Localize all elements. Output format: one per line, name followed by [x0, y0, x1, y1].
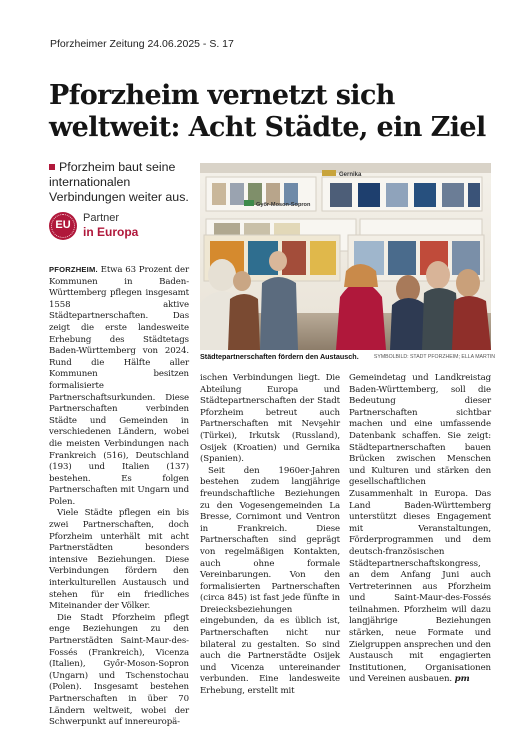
- dateline: PFORZHEIM.: [49, 265, 98, 274]
- article-column-2: [200, 373, 340, 698]
- headline: [49, 80, 499, 144]
- paragraph: ischen Verbindungen liegt. Die Abteilung Europa und Städtepartnerschaften der Stadt Pforzheim betreut auch Partnerschaften mit Nevşehir (Türkei), Irkutsk (Russland), Osijek (Kroatien) und Gernika (Spanien).: [200, 373, 340, 465]
- eu-badge-icon: [49, 212, 77, 240]
- photo-credit: SYMBOLBILD: STADT PFORZHEIM; ELLA MARTIN: [373, 354, 495, 360]
- paragraph: Viele Städte pflegen ein bis zwei Partnerschaften, doch Pforzheim unterhält mit acht Partnerstädten besonders intensive Beziehungen. Diese Verbindungen fördern den interkulturellen Austausch und stehen für ein friedliches Miteinander der Völker.: [49, 508, 189, 612]
- article-column-3: [349, 373, 491, 686]
- newspaper-header: Pforzheimer Zeitung 24.06.2025 - S. 17: [50, 38, 234, 50]
- paragraph: Seit den 1960er-Jahren bestehen zudem langjährige freundschaftliche Beziehungen zu den Vogesengemeinden La Bresse, Cornimont und Ventron in Frankreich. Diese Partnerschaften sind geprägt von regelmäßigen Kontakten, auch ohne formale Vereinbarungen. Von den formalisierten Partnerschaften (circa 845) ist fast jede fünfte in Dreiecksbeziehungen eingebunden, da es üblich ist, Partnerschaften nicht nur bilateral zu gestalten. So sind auch die Partnerstädte Osijek und Vicenza untereinander verbunden. Eine landesweite Erhebung, erstellt mit: [200, 465, 340, 697]
- article-column-1: [49, 264, 189, 729]
- subheadline-text: Pforzheim baut seine internationalen Verbindungen weiter aus.: [49, 160, 189, 204]
- photo-sign-gernika: Gernika: [339, 172, 362, 178]
- author-initials: pm: [454, 674, 470, 685]
- paragraph: PFORZHEIM. Etwa 63 Prozent der Kommunen in Baden-Württemberg pflegen insgesamt 1558 aktive Städtepartnerschaften. Das zeigt die erste landesweite Erhebung des Städtetags Baden-Württemberg von 2024. Rund die Hälfte aller Kommunen besitzen formalisierte Partnerschaftsurkunden. Diese Partnerschaften verbinden Städte und Gemeinden in verschiedenen Ländern, wobei die meisten Verbindungen nach Frankreich (516), Deutschland (193) und Italien (137) bestehen. Es folgen Partnerschaften mit Ungarn und Polen.: [49, 265, 189, 507]
- eu-badge-label: EU: [55, 219, 71, 231]
- photo-caption: [200, 352, 495, 361]
- article-photo: [200, 163, 491, 350]
- caption-text: Städtepartnerschaften fördern den Austausch.: [200, 352, 359, 361]
- headline-line-1: Pforzheim vernetzt sich: [49, 80, 395, 111]
- rubric-line-2: in Europa: [83, 225, 139, 239]
- rubric-line-1: Partner: [83, 212, 120, 224]
- paragraph: Die Stadt Pforzheim pflegt enge Beziehungen zu den Partnerstädten Saint-Maur-des-Fossés (Frankreich), Vicenza (Italien), Győr-Moson-Sopron (Ungarn) und Tschenstochau (Polen). Insgesamt bestehen Partnerschaften in über 70 Ländern weltweit, wobei der Schwerpunkt auf innereuropä-: [49, 612, 189, 728]
- square-bullet-icon: [49, 164, 55, 170]
- paragraph: Gemeindetag und Landkreistag Baden-Württemberg, soll die Bedeutung dieser Partnerschaften sichtbar machen und eine umfassende Datenbank schaffen. Sie zeigt: Städtepartnerschaften bauen Brücken zwischen Menschen und Kulturen und stärken den gesellschaftlichen Zusammenhalt in Europa. Das Land Baden-Württemberg unterstützt dieses Engagement mit Veranstaltungen, Förderprogrammen und dem deutsch-französischen Städtepartnerschaftskongress, an dem Anfang Juni auch Vertreterinnen aus Pforzheim und Saint-Maur-des-Fossés teilnahmen. Pforzheim will dazu langjährige Beziehungen stärken, neue Formate und Zielgruppen ansprechen und den Austausch mit engagierten Institutionen, Organisationen und Vereinen ausbauen. pm: [349, 373, 491, 685]
- subheadline: [49, 160, 197, 205]
- rubric-partner-in-europa: [49, 212, 199, 246]
- exhibition-photo: [200, 163, 491, 350]
- headline-line-2: weltweit: Acht Städte, ein Ziel: [49, 112, 486, 143]
- photo-sign-gyor: Győr-Moson-Sopron: [256, 202, 311, 208]
